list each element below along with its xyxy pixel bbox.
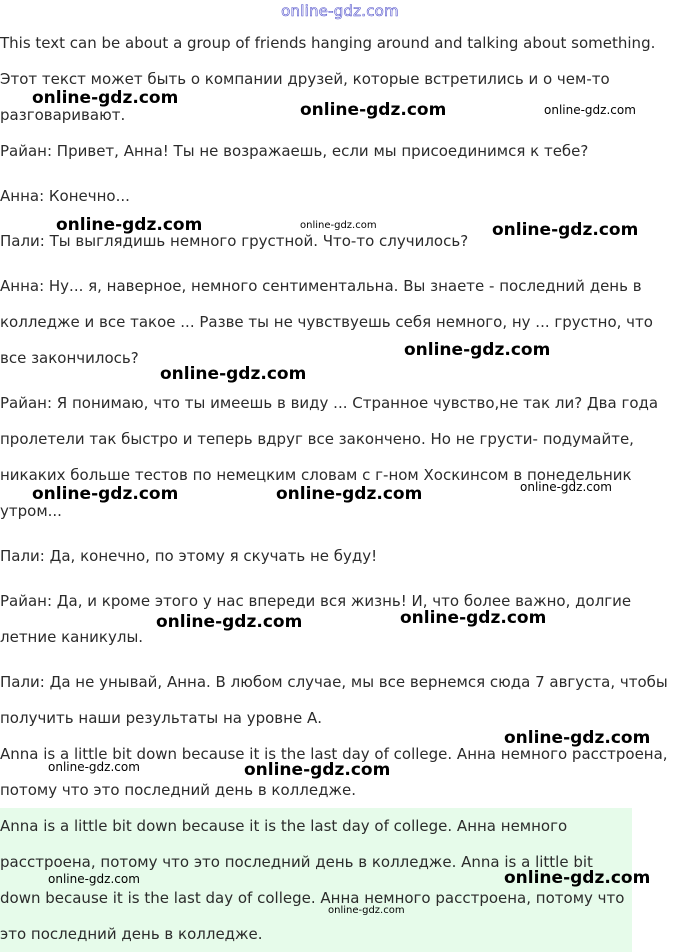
watermark: online-gdz.com xyxy=(400,608,547,628)
paragraph-pali-3: Пали: Да не унывай, Анна. В любом случае, мы все вернемся сюда 7 августа, чтобы получить наши результаты на уровне А. xyxy=(0,673,668,727)
watermark: online-gdz.com xyxy=(300,100,447,120)
watermark: online-gdz.com xyxy=(328,905,405,916)
watermark: online-gdz.com xyxy=(504,728,651,748)
paragraph-intro: This text can be about a group of friends hanging around and talking about something. Этот текст может быть о компании друзей, которые встретились и о чем-то разговаривают. xyxy=(0,34,656,124)
watermark: online-gdz.com xyxy=(56,215,203,235)
watermark: online-gdz.com xyxy=(276,484,423,504)
paragraph-anna-1: Анна: Конечно... xyxy=(0,187,130,205)
watermark: online-gdz.com xyxy=(544,103,636,117)
watermark: online-gdz.com xyxy=(504,868,651,888)
highlighted-text: Anna is a little bit down because it is the last day of college. Анна немного расстроена, потому что это последний день в колледже. Anna is a little bit down because it is the last day of college. Анна немного расстроена, потому что это последний день в колледже. xyxy=(0,817,625,943)
paragraph-pali-2: Пали: Да, конечно, по этому я скучать не буду! xyxy=(0,547,378,565)
site-header-logo[interactable]: online-gdz.com xyxy=(281,2,399,20)
watermark: online-gdz.com xyxy=(32,484,179,504)
paragraph-ryan-1: Райан: Привет, Анна! Ты не возражаешь, если мы присоединимся к тебе? xyxy=(0,142,589,160)
watermark: online-gdz.com xyxy=(48,872,140,886)
paragraph-ryan-2: Райан: Я понимаю, что ты имеешь в виду ... Странное чувство,не так ли? Два года пролетели так быстро и теперь вдруг все закончено. Но не грусти- подумайте, никаких больше тестов по немецким словам с г-ном Хоскинсом в понедельник утром... xyxy=(0,394,659,520)
watermark: online-gdz.com xyxy=(160,364,307,384)
paragraph-pali-1: Пали: Ты выглядишь немного грустной. Что-то случилось? xyxy=(0,232,469,250)
watermark: online-gdz.com xyxy=(492,220,639,240)
paragraph-summary: Anna is a little bit down because it is the last day of college. Анна немного расстроена, потому что это последний день в колледже. xyxy=(0,745,668,799)
watermark: online-gdz.com xyxy=(404,340,551,360)
watermark: online-gdz.com xyxy=(32,88,179,108)
watermark: online-gdz.com xyxy=(156,612,303,632)
watermark: online-gdz.com xyxy=(48,760,140,774)
paragraph-anna-2: Анна: Ну... я, наверное, немного сентиментальна. Вы знаете - последний день в колледже и все такое ... Разве ты не чувствуешь себя немного, ну ... грустно, что все закончилось? xyxy=(0,277,653,367)
paragraph-ryan-3: Райан: Да, и кроме этого у нас впереди вся жизнь! И, что более важно, долгие летние каникулы. xyxy=(0,592,632,646)
watermark: online-gdz.com xyxy=(244,760,391,780)
watermark: online-gdz.com xyxy=(520,480,612,494)
watermark: online-gdz.com xyxy=(300,220,377,231)
